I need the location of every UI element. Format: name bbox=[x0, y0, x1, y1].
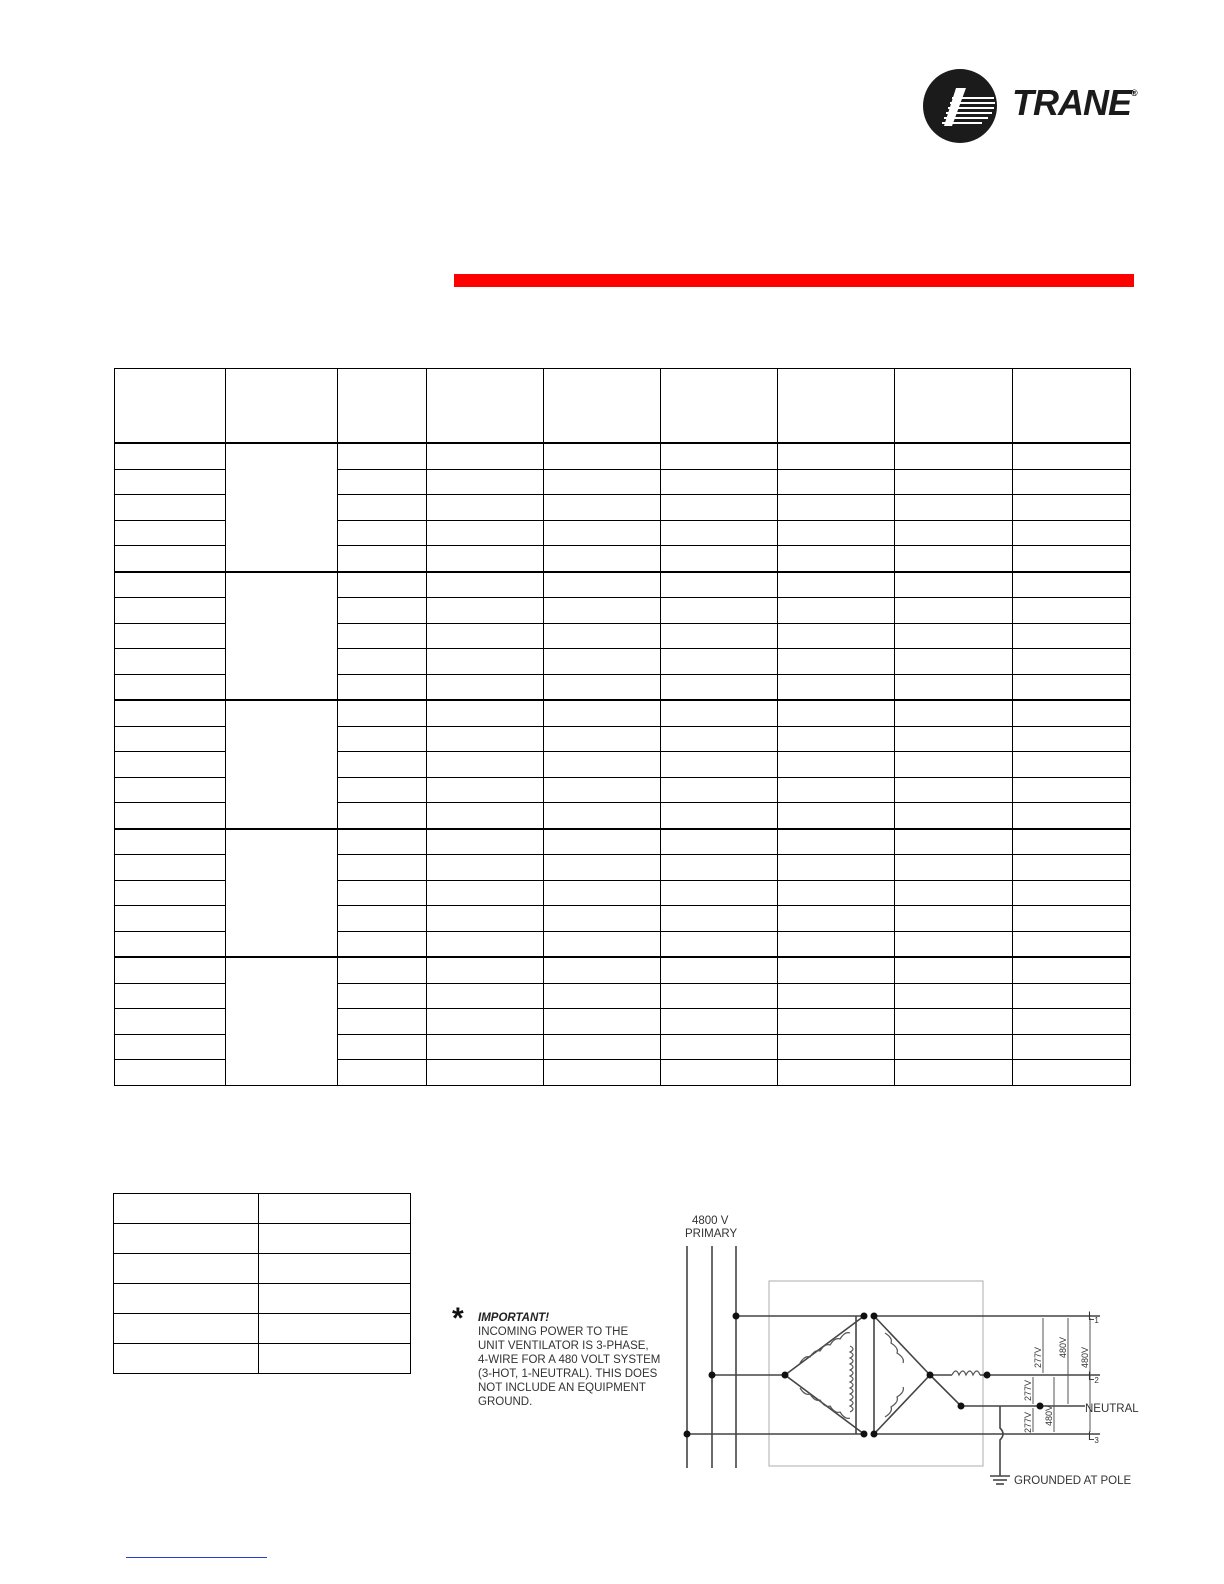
table-cell bbox=[115, 803, 226, 829]
table-cell bbox=[895, 469, 1013, 494]
table-cell bbox=[661, 546, 778, 572]
table-cell bbox=[115, 443, 226, 469]
table-cell bbox=[544, 880, 661, 905]
table-cell bbox=[1013, 674, 1131, 700]
table-cell bbox=[895, 726, 1013, 751]
trane-logo bbox=[920, 66, 1144, 144]
small-table-cell bbox=[114, 1344, 259, 1374]
brand-name: TRANE bbox=[1012, 82, 1131, 123]
table-cell bbox=[661, 983, 778, 1008]
table-cell bbox=[895, 623, 1013, 648]
table-cell bbox=[661, 855, 778, 880]
table-cell bbox=[778, 855, 895, 880]
table-cell bbox=[544, 752, 661, 777]
table-cell bbox=[1013, 649, 1131, 674]
registered-mark: ® bbox=[1131, 88, 1138, 98]
table-cell bbox=[661, 931, 778, 957]
line-label-l1: $L_1$ bbox=[1088, 1311, 1099, 1325]
table-cell bbox=[544, 469, 661, 494]
table-cell bbox=[778, 880, 895, 905]
table-cell bbox=[661, 1009, 778, 1034]
main-data-table bbox=[114, 368, 1131, 1086]
table-cell bbox=[338, 546, 427, 572]
small-table-cell bbox=[259, 1254, 411, 1284]
small-table-row bbox=[114, 1224, 411, 1254]
table-cell bbox=[115, 649, 226, 674]
group-cell bbox=[226, 957, 338, 1085]
table-cell bbox=[115, 777, 226, 802]
table-cell bbox=[544, 829, 661, 855]
table-row bbox=[115, 829, 1131, 855]
small-table-row bbox=[114, 1254, 411, 1284]
transformer-enclosure bbox=[769, 1281, 983, 1466]
header-cell bbox=[338, 369, 427, 444]
voltage-277-label: 277V bbox=[1033, 1346, 1043, 1368]
table-cell bbox=[115, 598, 226, 623]
table-cell bbox=[544, 803, 661, 829]
voltage-277-label: 277V bbox=[1023, 1411, 1033, 1433]
table-cell bbox=[895, 1060, 1013, 1086]
small-table-row bbox=[114, 1344, 411, 1374]
table-cell bbox=[778, 1009, 895, 1034]
table-cell bbox=[778, 1034, 895, 1059]
table-cell bbox=[1013, 829, 1131, 855]
table-header-row bbox=[115, 369, 1131, 444]
header-cell bbox=[427, 369, 544, 444]
table-cell bbox=[778, 726, 895, 751]
table-cell bbox=[895, 803, 1013, 829]
table-cell bbox=[427, 1060, 544, 1086]
table-cell bbox=[338, 572, 427, 598]
table-cell bbox=[427, 777, 544, 802]
table-cell bbox=[115, 469, 226, 494]
table-cell bbox=[1013, 700, 1131, 726]
table-cell bbox=[895, 572, 1013, 598]
table-cell bbox=[895, 931, 1013, 957]
table-cell bbox=[895, 700, 1013, 726]
primary-voltage-label: 4800 V bbox=[692, 1215, 729, 1227]
table-cell bbox=[1013, 443, 1131, 469]
table-cell bbox=[427, 803, 544, 829]
table-cell bbox=[544, 957, 661, 983]
table-cell bbox=[427, 1034, 544, 1059]
table-row bbox=[115, 572, 1131, 598]
small-table-row bbox=[114, 1314, 411, 1344]
table-cell bbox=[661, 957, 778, 983]
table-cell bbox=[895, 906, 1013, 931]
table-cell bbox=[115, 931, 226, 957]
table-cell bbox=[778, 700, 895, 726]
note-title: IMPORTANT! bbox=[478, 1312, 550, 1324]
table-cell bbox=[427, 572, 544, 598]
header-cell bbox=[115, 369, 226, 444]
trane-logo-mark-icon bbox=[922, 68, 998, 144]
table-cell bbox=[427, 957, 544, 983]
table-cell bbox=[544, 443, 661, 469]
table-cell bbox=[661, 752, 778, 777]
table-cell bbox=[427, 752, 544, 777]
note-line: GROUND. bbox=[478, 1396, 533, 1408]
table-cell bbox=[338, 983, 427, 1008]
table-cell bbox=[427, 880, 544, 905]
table-cell bbox=[661, 1060, 778, 1086]
table-cell bbox=[338, 726, 427, 751]
small-table-cell bbox=[114, 1284, 259, 1314]
small-table-cell bbox=[259, 1314, 411, 1344]
note-line: INCOMING POWER TO THE bbox=[478, 1326, 629, 1338]
table-cell bbox=[427, 906, 544, 931]
table-cell bbox=[778, 931, 895, 957]
table-cell bbox=[338, 443, 427, 469]
small-table-cell bbox=[114, 1224, 259, 1254]
table-cell bbox=[427, 469, 544, 494]
table-cell bbox=[427, 598, 544, 623]
table-cell bbox=[895, 546, 1013, 572]
table-cell bbox=[1013, 983, 1131, 1008]
table-cell bbox=[661, 520, 778, 545]
small-table-cell bbox=[259, 1284, 411, 1314]
table-cell bbox=[778, 649, 895, 674]
table-cell bbox=[338, 803, 427, 829]
table-cell bbox=[661, 726, 778, 751]
header-cell bbox=[661, 369, 778, 444]
note-line: UNIT VENTILATOR IS 3-PHASE, bbox=[478, 1340, 649, 1352]
table-cell bbox=[427, 623, 544, 648]
table-cell bbox=[895, 649, 1013, 674]
header-cell bbox=[544, 369, 661, 444]
table-cell bbox=[115, 546, 226, 572]
small-table-cell bbox=[114, 1314, 259, 1344]
table-cell bbox=[115, 957, 226, 983]
table-row bbox=[115, 700, 1131, 726]
table-cell bbox=[778, 546, 895, 572]
table-cell bbox=[1013, 623, 1131, 648]
table-cell bbox=[338, 1060, 427, 1086]
table-cell bbox=[661, 443, 778, 469]
note-line: 4-WIRE FOR A 480 VOLT SYSTEM bbox=[478, 1354, 661, 1366]
table-cell bbox=[661, 649, 778, 674]
table-cell bbox=[338, 855, 427, 880]
voltage-277-label: 277V bbox=[1023, 1379, 1033, 1401]
table-row bbox=[115, 443, 1131, 469]
table-cell bbox=[778, 623, 895, 648]
footer-link-underline[interactable] bbox=[126, 1557, 267, 1558]
table-cell bbox=[427, 674, 544, 700]
table-cell bbox=[1013, 931, 1131, 957]
table-cell bbox=[338, 495, 427, 520]
table-cell bbox=[895, 1009, 1013, 1034]
neutral-label: NEUTRAL bbox=[1085, 1403, 1139, 1415]
table-cell bbox=[427, 855, 544, 880]
table-cell bbox=[778, 598, 895, 623]
table-cell bbox=[427, 1009, 544, 1034]
table-cell bbox=[1013, 495, 1131, 520]
table-cell bbox=[1013, 1060, 1131, 1086]
table-cell bbox=[895, 495, 1013, 520]
table-cell bbox=[338, 520, 427, 545]
table-cell bbox=[661, 880, 778, 905]
table-cell bbox=[544, 546, 661, 572]
table-cell bbox=[115, 983, 226, 1008]
table-cell bbox=[544, 1060, 661, 1086]
table-cell bbox=[427, 700, 544, 726]
table-cell bbox=[544, 572, 661, 598]
small-table-row bbox=[114, 1284, 411, 1314]
table-cell bbox=[427, 443, 544, 469]
table-cell bbox=[895, 443, 1013, 469]
small-table-cell bbox=[114, 1254, 259, 1284]
table-cell bbox=[544, 1034, 661, 1059]
table-cell bbox=[427, 726, 544, 751]
table-cell bbox=[115, 752, 226, 777]
table-cell bbox=[1013, 546, 1131, 572]
table-cell bbox=[544, 495, 661, 520]
voltage-480-label: 480V bbox=[1080, 1346, 1090, 1368]
note-line: (3-HOT, 1-NEUTRAL). THIS DOES bbox=[478, 1368, 658, 1380]
table-cell bbox=[1013, 906, 1131, 931]
table-cell bbox=[778, 777, 895, 802]
table-cell bbox=[427, 931, 544, 957]
table-cell bbox=[338, 906, 427, 931]
table-cell bbox=[895, 829, 1013, 855]
table-cell bbox=[544, 931, 661, 957]
table-cell bbox=[338, 777, 427, 802]
table-cell bbox=[661, 572, 778, 598]
table-cell bbox=[427, 520, 544, 545]
small-table-row bbox=[114, 1194, 411, 1224]
primary-label: PRIMARY bbox=[685, 1228, 738, 1240]
table-cell bbox=[895, 752, 1013, 777]
header-cell bbox=[778, 369, 895, 444]
table-cell bbox=[661, 803, 778, 829]
table-cell bbox=[1013, 1034, 1131, 1059]
table-cell bbox=[895, 880, 1013, 905]
table-cell bbox=[895, 983, 1013, 1008]
small-table-cell bbox=[114, 1194, 259, 1224]
small-table-cell bbox=[259, 1224, 411, 1254]
header-cell bbox=[1013, 369, 1131, 444]
table-cell bbox=[895, 598, 1013, 623]
small-data-table bbox=[113, 1193, 411, 1374]
table-cell bbox=[115, 906, 226, 931]
table-cell bbox=[1013, 803, 1131, 829]
table-cell bbox=[661, 598, 778, 623]
table-cell bbox=[115, 572, 226, 598]
table-row bbox=[115, 957, 1131, 983]
table-cell bbox=[778, 983, 895, 1008]
header-cell bbox=[226, 369, 338, 444]
table-cell bbox=[1013, 880, 1131, 905]
table-cell bbox=[338, 469, 427, 494]
table-cell bbox=[1013, 752, 1131, 777]
table-cell bbox=[544, 649, 661, 674]
table-cell bbox=[115, 1009, 226, 1034]
table-cell bbox=[427, 983, 544, 1008]
table-cell bbox=[1013, 598, 1131, 623]
table-cell bbox=[778, 495, 895, 520]
table-cell bbox=[338, 700, 427, 726]
table-cell bbox=[661, 1034, 778, 1059]
table-cell bbox=[778, 957, 895, 983]
table-cell bbox=[778, 674, 895, 700]
line-label-l2: $L_2$ bbox=[1088, 1371, 1099, 1385]
table-cell bbox=[115, 520, 226, 545]
table-cell bbox=[544, 598, 661, 623]
table-cell bbox=[544, 983, 661, 1008]
table-cell bbox=[895, 957, 1013, 983]
table-cell bbox=[778, 469, 895, 494]
table-cell bbox=[1013, 572, 1131, 598]
header-cell bbox=[895, 369, 1013, 444]
table-cell bbox=[661, 623, 778, 648]
note-line: NOT INCLUDE AN EQUIPMENT bbox=[478, 1382, 646, 1394]
group-cell bbox=[226, 572, 338, 700]
wiring-diagram bbox=[440, 1198, 1150, 1498]
table-cell bbox=[338, 598, 427, 623]
table-cell bbox=[778, 803, 895, 829]
table-cell bbox=[544, 1009, 661, 1034]
table-cell bbox=[338, 623, 427, 648]
table-cell bbox=[778, 752, 895, 777]
table-cell bbox=[1013, 957, 1131, 983]
voltage-480-label: 480V bbox=[1044, 1404, 1054, 1426]
table-cell bbox=[338, 649, 427, 674]
note-asterisk: * bbox=[452, 1302, 464, 1335]
table-cell bbox=[115, 1034, 226, 1059]
voltage-480-label: 480V bbox=[1058, 1336, 1068, 1358]
table-cell bbox=[544, 623, 661, 648]
table-cell bbox=[544, 906, 661, 931]
table-cell bbox=[338, 880, 427, 905]
table-cell bbox=[661, 906, 778, 931]
table-cell bbox=[115, 623, 226, 648]
table-cell bbox=[338, 957, 427, 983]
table-cell bbox=[544, 700, 661, 726]
table-cell bbox=[1013, 777, 1131, 802]
table-cell bbox=[895, 1034, 1013, 1059]
table-cell bbox=[115, 855, 226, 880]
table-cell bbox=[544, 674, 661, 700]
table-cell bbox=[427, 829, 544, 855]
table-cell bbox=[661, 495, 778, 520]
table-cell bbox=[338, 931, 427, 957]
table-cell bbox=[338, 1034, 427, 1059]
table-cell bbox=[661, 674, 778, 700]
table-cell bbox=[661, 469, 778, 494]
table-cell bbox=[778, 1060, 895, 1086]
table-cell bbox=[544, 520, 661, 545]
table-cell bbox=[778, 906, 895, 931]
table-cell bbox=[338, 1009, 427, 1034]
table-cell bbox=[661, 777, 778, 802]
table-cell bbox=[1013, 1009, 1131, 1034]
group-cell bbox=[226, 443, 338, 571]
table-cell bbox=[895, 674, 1013, 700]
table-cell bbox=[427, 649, 544, 674]
table-cell bbox=[427, 546, 544, 572]
table-cell bbox=[778, 520, 895, 545]
table-cell bbox=[661, 700, 778, 726]
table-cell bbox=[895, 520, 1013, 545]
table-cell bbox=[1013, 520, 1131, 545]
group-cell bbox=[226, 700, 338, 828]
table-cell bbox=[544, 855, 661, 880]
group-cell bbox=[226, 829, 338, 957]
table-cell bbox=[778, 572, 895, 598]
table-cell bbox=[661, 829, 778, 855]
table-cell bbox=[115, 495, 226, 520]
red-divider-bar bbox=[454, 274, 1134, 287]
table-cell bbox=[115, 880, 226, 905]
line-label-l3: $L_3$ bbox=[1088, 1431, 1099, 1445]
table-cell bbox=[338, 674, 427, 700]
table-cell bbox=[1013, 469, 1131, 494]
table-cell bbox=[115, 829, 226, 855]
ground-label: GROUNDED AT POLE bbox=[1014, 1475, 1132, 1487]
table-cell bbox=[427, 495, 544, 520]
table-cell bbox=[544, 777, 661, 802]
small-table-cell bbox=[259, 1344, 411, 1374]
table-cell bbox=[778, 829, 895, 855]
table-cell bbox=[338, 829, 427, 855]
table-cell bbox=[115, 726, 226, 751]
table-cell bbox=[895, 777, 1013, 802]
table-cell bbox=[115, 700, 226, 726]
table-cell bbox=[778, 443, 895, 469]
table-cell bbox=[544, 726, 661, 751]
table-cell bbox=[895, 855, 1013, 880]
table-cell bbox=[1013, 726, 1131, 751]
table-cell bbox=[115, 674, 226, 700]
table-cell bbox=[338, 752, 427, 777]
small-table-cell bbox=[259, 1194, 411, 1224]
table-cell bbox=[1013, 855, 1131, 880]
table-cell bbox=[115, 1060, 226, 1086]
